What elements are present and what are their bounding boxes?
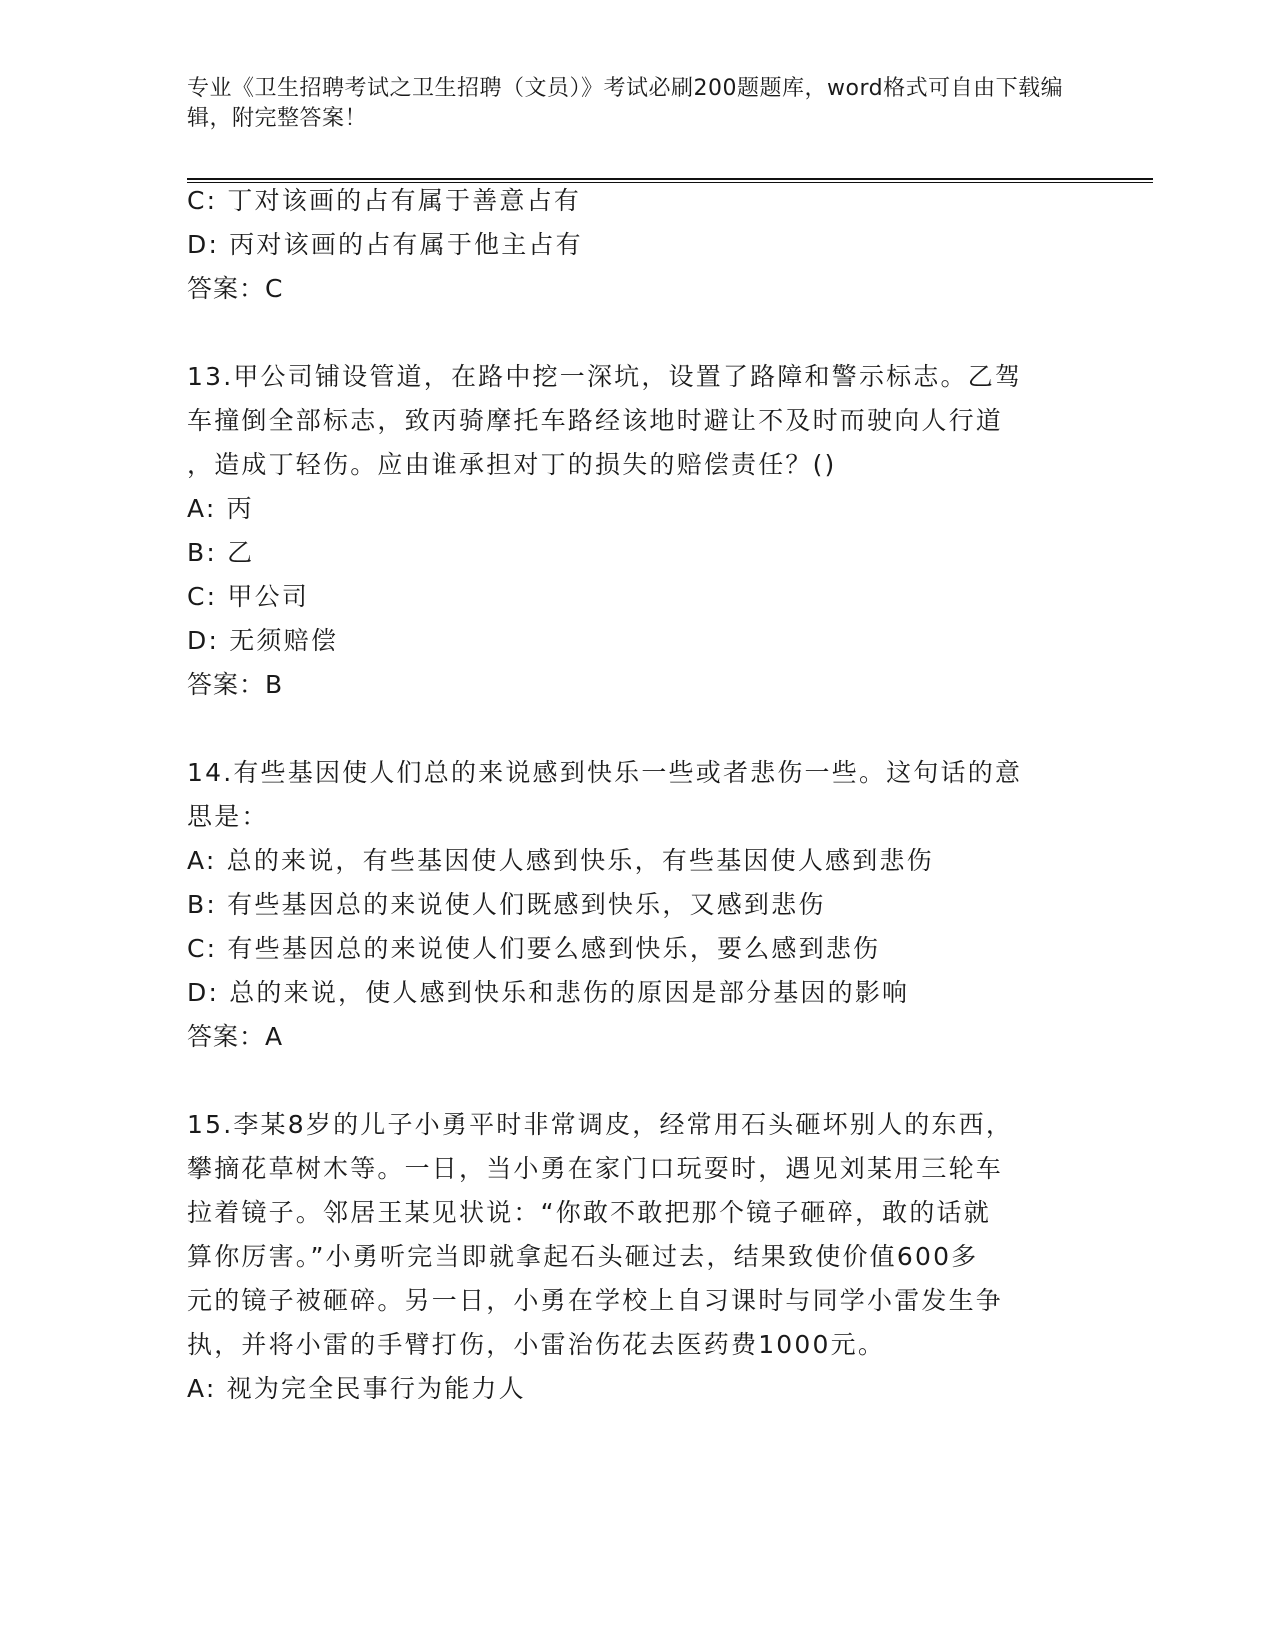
q14-answer: 答案：A [187, 1022, 284, 1051]
q12-option-c: C: 丁对该画的占有属于善意占有 [187, 186, 582, 215]
q13-question-line-3: ，造成丁轻伤。应由谁承担对丁的损失的赔偿责任？() [187, 450, 837, 479]
q14-option-d: D: 总的来说，使人感到快乐和悲伤的原因是部分基因的影响 [187, 978, 910, 1007]
q13-question-line-1: 13.甲公司铺设管道，在路中挖一深坑，设置了路障和警示标志。乙驾 [187, 362, 1023, 391]
q13-option-b: B: 乙 [187, 538, 255, 567]
q14-option-c: C: 有些基因总的来说使人们要么感到快乐，要么感到悲伤 [187, 934, 881, 963]
q14-option-a: A: 总的来说，有些基因使人感到快乐，有些基因使人感到悲伤 [187, 846, 934, 875]
q12-option-d: D: 丙对该画的占有属于他主占有 [187, 230, 583, 259]
q13-option-c: C: 甲公司 [187, 582, 310, 611]
q15-question-line-5: 元的镜子被砸碎。另一日，小勇在学校上自习课时与同学小雷发生争 [187, 1286, 1004, 1315]
q15-question-line-1: 15.李某8岁的儿子小勇平时非常调皮，经常用石头砸坏别人的东西， [187, 1110, 1014, 1139]
q13-option-a: A: 丙 [187, 494, 254, 523]
q12-answer: 答案：C [187, 274, 284, 303]
q15-question-line-6: 执，并将小雷的手臂打伤，小雷治伤花去医药费1000元。 [187, 1330, 886, 1359]
q14-question-line-2: 思是： [187, 802, 269, 831]
q15-option-a: A: 视为完全民事行为能力人 [187, 1374, 526, 1403]
document-header: 专业《卫生招聘考试之卫生招聘（文员）》考试必刷200题题库，word格式可自由下载编辑，附完整答案！ [187, 76, 1064, 131]
q15-question-line-4: 算你厉害。”小勇听完当即就拿起石头砸过去，结果致使价值600多 [187, 1242, 979, 1271]
q13-option-d: D: 无须赔偿 [187, 626, 339, 655]
q14-question-line-1: 14.有些基因使人们总的来说感到快乐一些或者悲伤一些。这句话的意 [187, 758, 1023, 787]
q14-option-b: B: 有些基因总的来说使人们既感到快乐，又感到悲伤 [187, 890, 826, 919]
q13-question-line-2: 车撞倒全部标志，致丙骑摩托车路经该地时避让不及时而驶向人行道 [187, 406, 1004, 435]
q15-question-line-3: 拉着镜子。邻居王某见状说：“你敢不敢把那个镜子砸碎，敢的话就 [187, 1198, 991, 1227]
q13-answer: 答案：B [187, 670, 284, 699]
header-divider [187, 178, 1153, 183]
q15-question-line-2: 攀摘花草树木等。一日，当小勇在家门口玩耍时，遇见刘某用三轮车 [187, 1154, 1004, 1183]
